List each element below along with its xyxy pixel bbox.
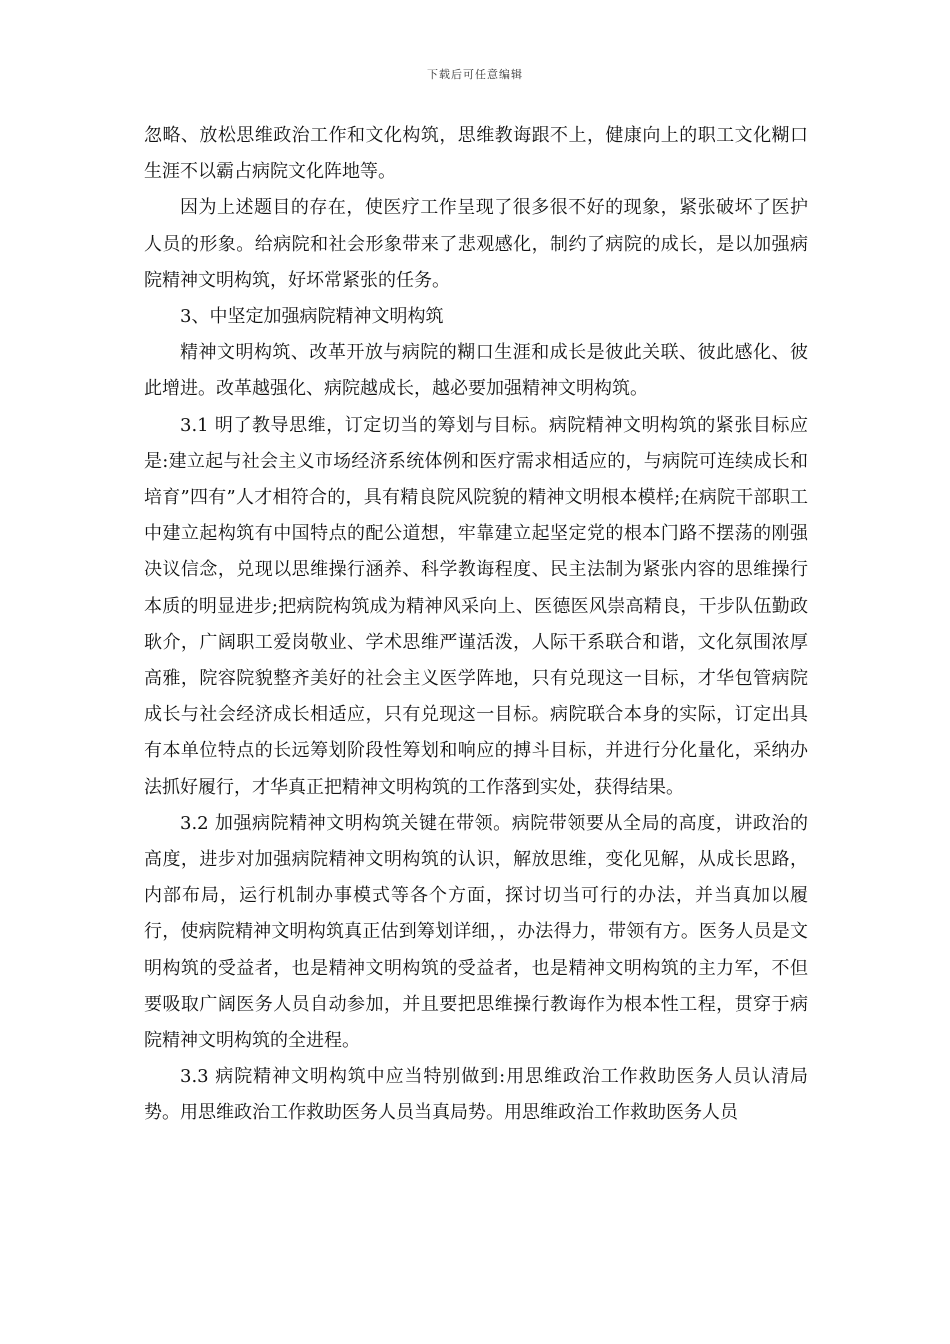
section-heading: 3、中坚定加强病院精神文明构筑 [180,306,444,328]
page-header: 下载后可任意编辑 [427,68,523,81]
paragraph-continuation: 忽略、放松思维政治工作和文化构筑，思维教诲跟不上，健康向上的职工文化糊口生涯不以霸占病院文化阵地等。 [144,125,808,183]
paragraph: 精神文明构筑、改革开放与病院的糊口生涯和成长是彼此关联、彼此感化、彼此增进。改革越强化、病院越成长，越必要加强精神文明构筑。 [144,342,808,400]
document-body [144,118,808,1132]
paragraph-3-1: 3.1 明了教导思维，订定切当的筹划与目标。病院精神文明构筑的紧张目标应是:建立起与社会主义市场经济系统体例和医疗需求相适应的，与病院可连续成长和培育”四有”人才相符合的，具有精良院风院貌的精神文明根本模样;在病院干部职工中建立起构筑有中国特点的配公道想，牢靠建立起坚定党的根本门路不摆荡的刚强决议信念，兑现以思维操行涵养、科学教诲程度、民主法制为紧张内容的思维操行本质的明显进步;把病院构筑成为精神风采向上、医德医风崇高精良，干步队伍勤政耿介，广阔职工爱岗敬业、学术思维严谨活泼，人际干系联合和谐，文化氛围浓厚高雅，院容院貌整齐美好的社会主义医学阵地，只有兑现这一目标，才华包管病院成长与社会经济成长相适应，只有兑现这一目标。病院联合本身的实际，订定出具有本单位特点的长远筹划阶段性筹划和响应的搏斗目标，并进行分化量化，采纳办法抓好履行，才华真正把精神文明构筑的工作落到实处，获得结果。 [144,414,808,798]
paragraph-3-3: 3.3 病院精神文明构筑中应当特别做到:用思维政治工作救助医务人员认清局势。用思维政治工作救助医务人员当真局势。用思维政治工作救助医务人员 [144,1066,808,1124]
paragraph-3-2: 3.2 加强病院精神文明构筑关键在带领。病院带领要从全局的高度，讲政治的高度，进步对加强病院精神文明构筑的认识，解放思维，变化见解，从成长思路，内部布局，运行机制办事模式等各个方面，探讨切当可行的办法，并当真加以履行，使病院精神文明构筑真正估到筹划详细，，办法得力，带领有方。医务人员是文明构筑的受益者，也是精神文明构筑的受益者，也是精神文明构筑的主力军，不但要吸取广阔医务人员自动参加，并且要把思维操行教诲作为根本性工程，贯穿于病院精神文明构筑的全进程。 [144,812,808,1052]
paragraph: 因为上述题目的存在，使医疗工作呈现了很多很不好的现象，紧张破坏了医护人员的形象。给病院和社会形象带来了悲观感化，制约了病院的成长，是以加强病院精神文明构筑，好坏常紧张的任务。 [144,197,808,291]
